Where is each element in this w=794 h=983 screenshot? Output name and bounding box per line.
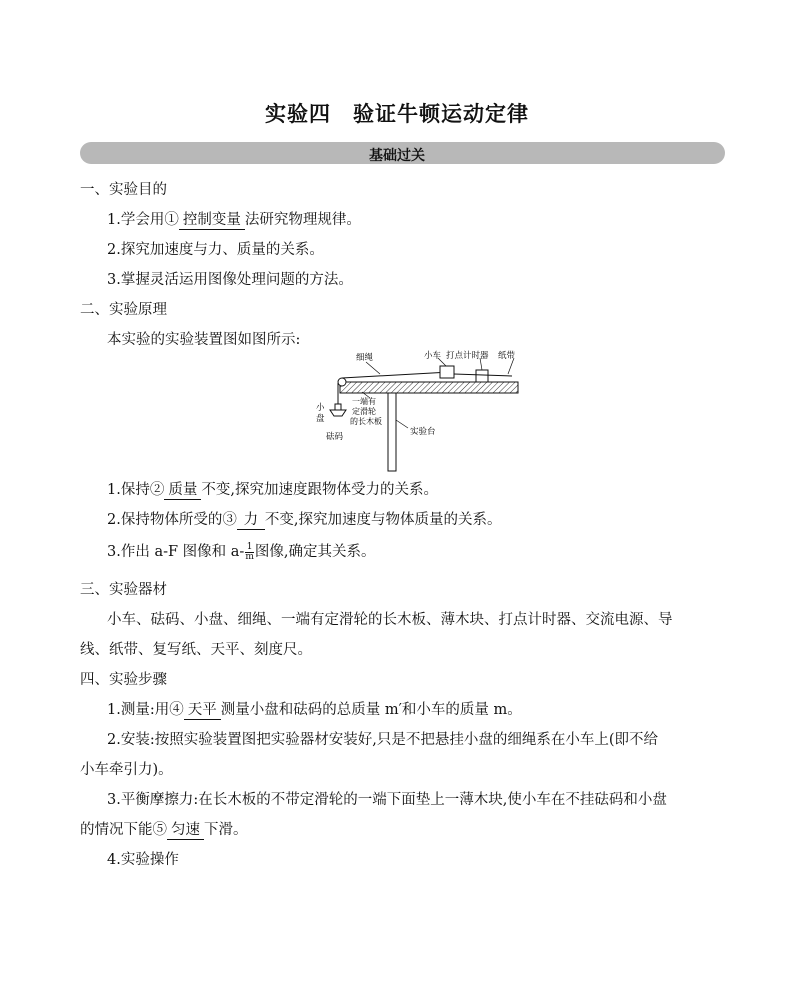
fraction-1-over-m (245, 543, 254, 562)
heading-principle: 二、实验原理 (80, 302, 167, 318)
page-title: 实验四 验证牛顿运动定律 (265, 101, 529, 126)
rope-horizontal (342, 372, 450, 378)
step-3-line-1: 3.平衡摩擦力:在长木板的不带定滑轮的一端下面垫上一薄木块,使小车在不挂砝码和小盘 (107, 792, 667, 808)
step-2-line-1: 2.安装:按照实验装置图把实验器材安装好,只是不把悬挂小盘的细绳系在小车上(即不给 (107, 732, 658, 748)
cart (440, 366, 454, 378)
purpose-item-2: 2.探究加速度与力、质量的关系。 (107, 242, 324, 258)
label-cart: 小车 (424, 351, 442, 361)
step-4: 4.实验操作 (107, 852, 179, 868)
label-rope: 细绳 (356, 353, 374, 363)
fraction-denominator: m (245, 551, 254, 562)
step-2-line-2: 小车牵引力)。 (80, 762, 173, 778)
purpose-1-suffix: 法研究物理规律。 (244, 212, 361, 228)
label-table: 实验台 (410, 427, 436, 437)
label-board-2: 定滑轮 (352, 407, 376, 416)
principle-item-3 (107, 540, 375, 562)
label-tape: 纸带 (498, 351, 516, 361)
answer-blank-1: 控制变量 (179, 208, 245, 230)
section-banner-label: 基础过关 (369, 148, 425, 164)
equipment-line-1: 小车、砝码、小盘、细绳、一端有定滑轮的长木板、薄木块、打点计时器、交流电源、导 (107, 612, 673, 628)
step-3-suffix: 下滑。 (204, 822, 248, 838)
fraction-numerator: 1 (246, 541, 253, 552)
principle-intro: 本实验的实验装置图如图所示: (107, 332, 301, 348)
label-pan-1: 小 (316, 403, 325, 413)
heading-purpose: 一、实验目的 (80, 182, 167, 198)
label-board-1: 一端有 (352, 397, 376, 406)
heading-equipment: 三、实验器材 (80, 582, 167, 598)
step-1-prefix: 1.测量:用④ (107, 702, 184, 718)
weight-block (335, 404, 341, 410)
label-weight: 砝码 (326, 432, 344, 442)
step-1 (107, 698, 522, 720)
answer-blank-5: 匀速 (167, 818, 204, 840)
long-board (340, 382, 518, 393)
answer-blank-4: 天平 (184, 698, 221, 720)
principle-item-1 (107, 478, 438, 500)
label-timer: 打点计时器 (446, 351, 489, 361)
heading-steps: 四、实验步骤 (80, 672, 167, 688)
pulley (338, 378, 346, 386)
principle-2-prefix: 2.保持物体所受的③ (107, 512, 237, 528)
pan (330, 410, 346, 416)
answer-blank-2: 质量 (164, 478, 201, 500)
principle-item-2 (107, 508, 501, 530)
principle-3-suffix: 图像,确定其关系。 (254, 544, 376, 560)
answer-blank-3: 力 (237, 508, 265, 530)
apparatus-diagram (300, 348, 530, 474)
purpose-item-1 (107, 208, 361, 230)
label-board-3: 的长木板 (350, 417, 382, 426)
principle-1-prefix: 1.保持② (107, 482, 165, 498)
principle-3-prefix: 3.作出 a-F 图像和 a- (107, 544, 245, 560)
step-3-line-2 (80, 818, 248, 840)
purpose-1-prefix: 1.学会用① (107, 212, 179, 228)
equipment-line-2: 线、纸带、复写纸、天平、刻度尺。 (80, 642, 312, 658)
timer (476, 370, 488, 382)
purpose-item-3: 3.掌握灵活运用图像处理问题的方法。 (107, 272, 353, 288)
principle-2-suffix: 不变,探究加速度与物体质量的关系。 (264, 512, 502, 528)
label-pan-2: 盘 (316, 414, 325, 424)
principle-1-suffix: 不变,探究加速度跟物体受力的关系。 (201, 482, 438, 498)
table-leg (388, 393, 396, 471)
step-3-prefix: 的情况下能⑤ (80, 822, 167, 838)
step-1-suffix: 测量小盘和砝码的总质量 m′和小车的质量 m。 (220, 702, 522, 718)
